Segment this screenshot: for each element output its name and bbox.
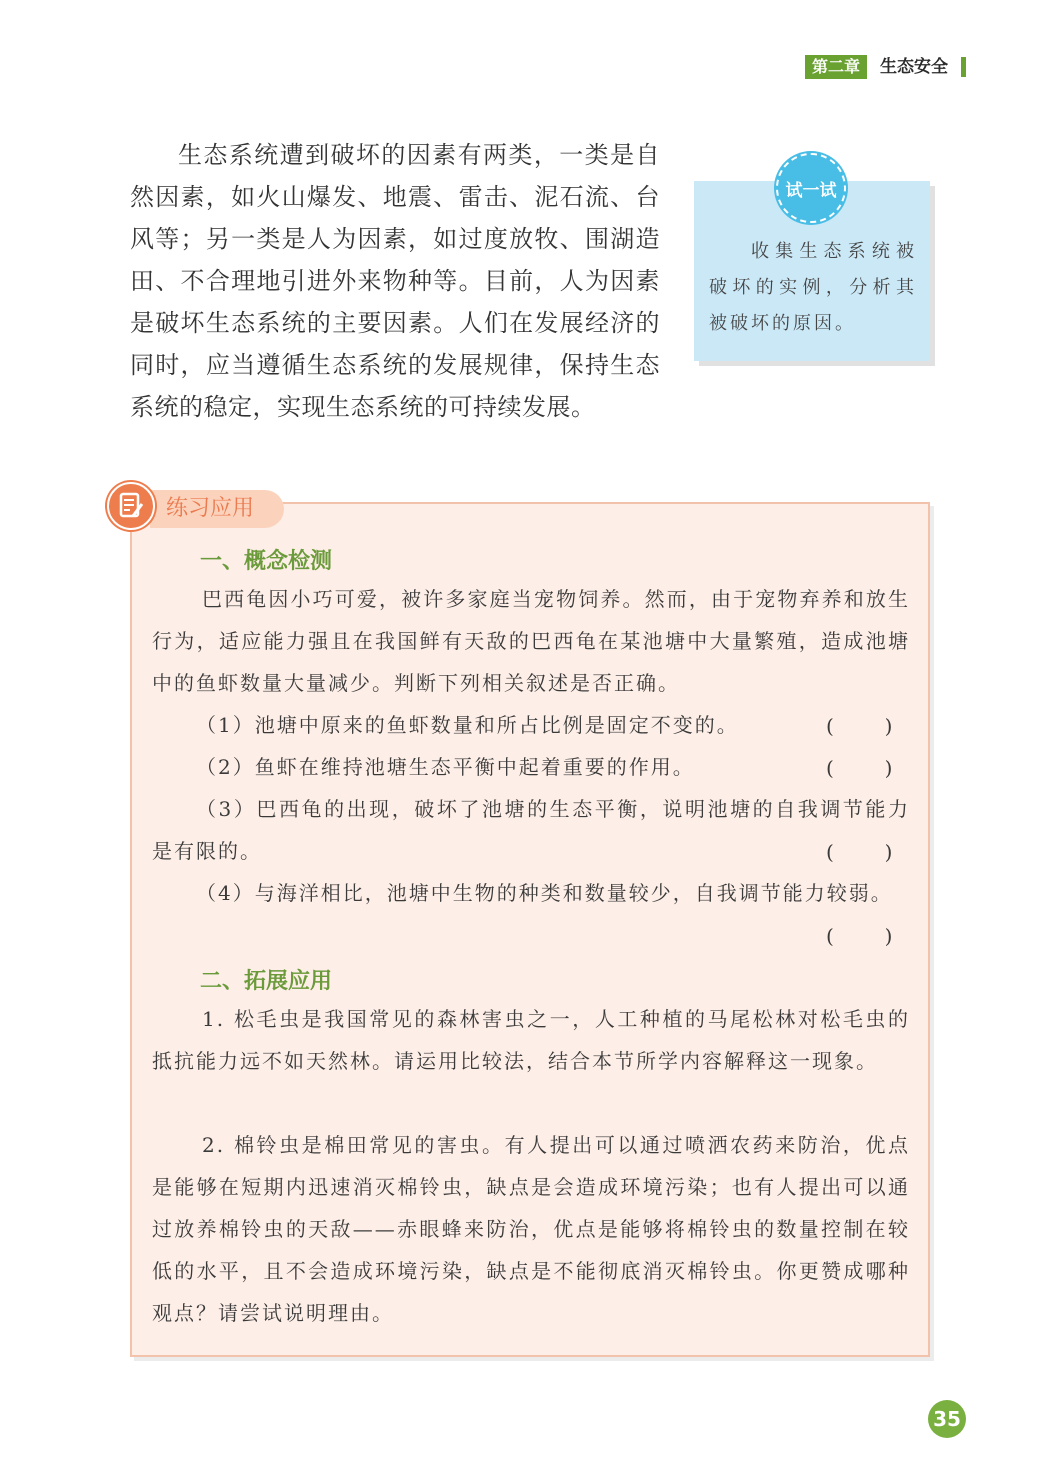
main-paragraph: 生态系统遭到破坏的因素有两类，一类是自然因素，如火山爆发、地震、雷击、泥石流、台风等；另一类是人为因素，如过度放牧、围湖造田、不合理地引进外来物种等。目前，人为因素是破坏生态系统的主要因素。人们在发展经济的同时，应当遵循生态系统的发展规律，保持生态系统的稳定，实现生态系统的可持续发展。 — [130, 141, 660, 421]
chapter-marker-bar — [961, 57, 966, 77]
answer-blank-3[interactable]: ( ) — [826, 840, 893, 864]
exercise-icon — [107, 482, 155, 530]
section-heading-extension: 二、拓展应用 — [200, 969, 333, 994]
answer-blank-2[interactable]: ( ) — [826, 756, 893, 780]
extension-question-2: 2. 棉铃虫是棉田常见的害虫。有人提出可以通过喷洒农药来防治，优点是能够在短期内迅速消灭棉铃虫，缺点是会造成环境污染；也有人提出可以通过放养棉铃虫的天敌——赤眼蜂来防治，优点是能够将棉铃虫的数量控制在较低的水平，且不会造成环境污染，缺点是不能彻底消灭棉铃虫。你更赞成哪种观点？请尝试说明理由。 — [152, 1133, 910, 1325]
concept-check-intro: 巴西龟因小巧可爱，被许多家庭当宠物饲养。然而，由于宠物弃养和放生行为，适应能力强且在我国鲜有天敌的巴西龟在某池塘中大量繁殖，造成池塘中的鱼虾数量大量减少。判断下列相关叙述是否正确。 — [152, 587, 910, 695]
extension-question-1: 1. 松毛虫是我国常见的森林害虫之一，人工种植的马尾松林对松毛虫的抵抗能力远不如天然林。请运用比较法，结合本节所学内容解释这一现象。 — [152, 1007, 910, 1073]
statement-item-1: （1）池塘中原来的鱼虾数量和所占比例是固定不变的。 — [196, 713, 739, 737]
chapter-tag: 第二章 — [805, 55, 867, 79]
answer-blank-4[interactable]: ( ) — [826, 924, 893, 948]
statement-item-4: （4）与海洋相比，池塘中生物的种类和数量较少，自我调节能力较弱。 — [196, 881, 893, 905]
practice-title: 练习应用 — [166, 496, 255, 521]
try-it-text: 收集生态系统被破坏的实例，分析其被破坏的原因。 — [709, 241, 917, 334]
page-number: 35 — [928, 1400, 966, 1438]
chapter-title: 生态安全 — [880, 57, 948, 77]
answer-blank-1[interactable]: ( ) — [826, 714, 893, 738]
statement-item-2: （2）鱼虾在维持池塘生态平衡中起着重要的作用。 — [196, 755, 695, 779]
statement-item-3: （3）巴西龟的出现，破坏了池塘的生态平衡，说明池塘的自我调节能力是有限的。 — [152, 797, 910, 863]
section-heading-concept-check: 一、概念检测 — [200, 549, 333, 574]
try-it-badge: 试一试 — [776, 153, 846, 223]
